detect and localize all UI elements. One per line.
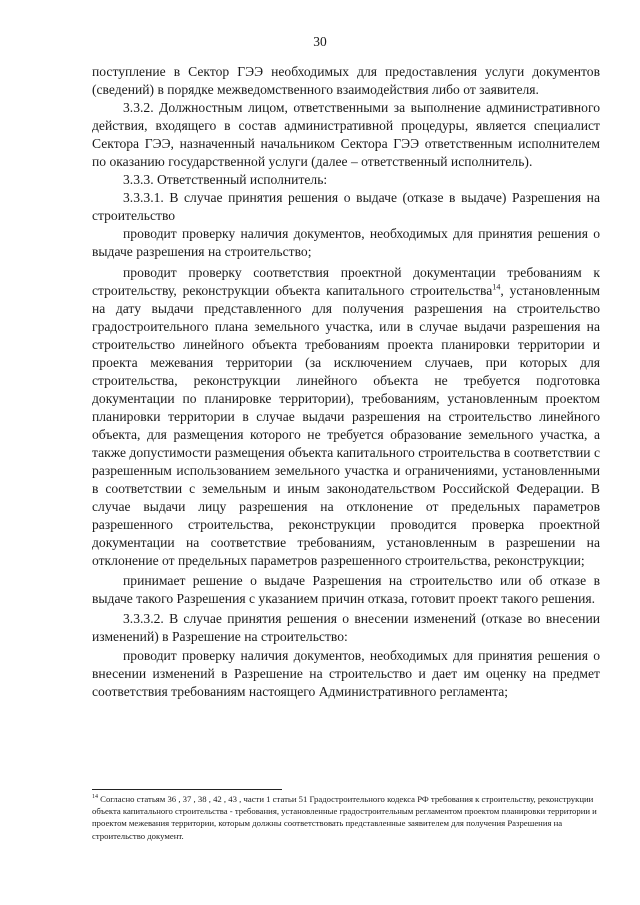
- paragraph-check-compliance: [92, 264, 600, 571]
- footnote-reference-comma: ,: [500, 282, 504, 298]
- main-text: [92, 63, 600, 701]
- paragraph-decision: принимает решение о выдаче Разрешения на строительство или об отказе в выдаче такого Разрешения с указанием причин отказа, готовит проект такого решения.: [92, 573, 600, 607]
- footnote-mark: 14: [92, 794, 98, 801]
- paragraph-check-documents: проводит проверку наличия документов, необходимых для принятия решения о выдаче разрешения на строительство;: [92, 226, 600, 260]
- footnote-reference: 14: [492, 282, 501, 292]
- paragraph-3-3-3-2: 3.3.3.2. В случае принятия решения о внесении изменений (отказе во внесении изменений) в Разрешение на строительство:: [92, 611, 600, 645]
- footnote-text: Согласно статьям 36 , 37 , 38 , 42 , 43 , части 1 статьи 51 Градостроительного кодекса РФ требования к строительству, реконструкции объекта капитального строительства - требования, установленные градостроительным регламентом проектом планировки территории и проектом межевания территории, которым должны соответствовать представленные заявителем для получения Разрешения на строительство документ.: [92, 794, 597, 841]
- paragraph-continuation: поступление в Сектор ГЭЭ необходимых для предоставления услуги документов (сведений) в порядке межведомственного взаимодействия либо от заявителя.: [92, 64, 600, 98]
- paragraph-3-3-2: 3.3.2. Должностным лицом, ответственными за выполнение административного действия, входящего в состав административной процедуры, является специалист Сектора ГЭЭ, назначенный начальником Сектора ГЭЭ ответственным исполнителем по оказанию государственной услуги (далее – ответственный исполнитель).: [92, 100, 600, 170]
- compliance-text-rest: установленным на дату выдачи представленного для получения разрешения на строительство градостроительного плана земельного участка, или в случае выдачи разрешения на строительство линейного объекта требованиям проекта планировки территории и проекта межевания территории (за исключением случаев, при которых для строительства, реконструкции линейного объекта не требуется подготовка документации по планировке территории), требованиям, установленным проектом планировки территории в случае выдачи разрешения на строительство линейного объекта, для размещения которого не требуется образование земельного участка, а также допустимости размещения объекта капитального строительства в соответствии с разрешенным использованием земельного участка и ограничениями, установленными в соответствии с земельным и иным законодательством Российской Федерации. В случае выдачи лицу разрешения на отклонение от предельных параметров разрешенного строительства, реконструкции проводится проверка проектной документации на соответствие требованиям, установленным в разрешении на отклонение от предельных параметров разрешенного строительства, реконструкции;: [92, 282, 600, 569]
- paragraph-3-3-3-1: 3.3.3.1. В случае принятия решения о выдаче (отказе в выдаче) Разрешения на строительство: [92, 190, 600, 224]
- paragraph-check-changes: проводит проверку наличия документов, необходимых для принятия решения о внесении изменений в Разрешение на строительство и дает им оценку на предмет соответствия требованиям настоящего Административного регламента;: [92, 647, 600, 699]
- page-number: 30: [313, 34, 327, 49]
- compliance-text-start: проводит проверку соответствия проектной документации требованиям к строительству, реконструкции объекта капитального строительства: [92, 264, 600, 298]
- footnote: [92, 793, 600, 842]
- footnote-divider: [92, 789, 282, 790]
- paragraph-3-3-3: 3.3.3. Ответственный исполнитель:: [123, 172, 328, 188]
